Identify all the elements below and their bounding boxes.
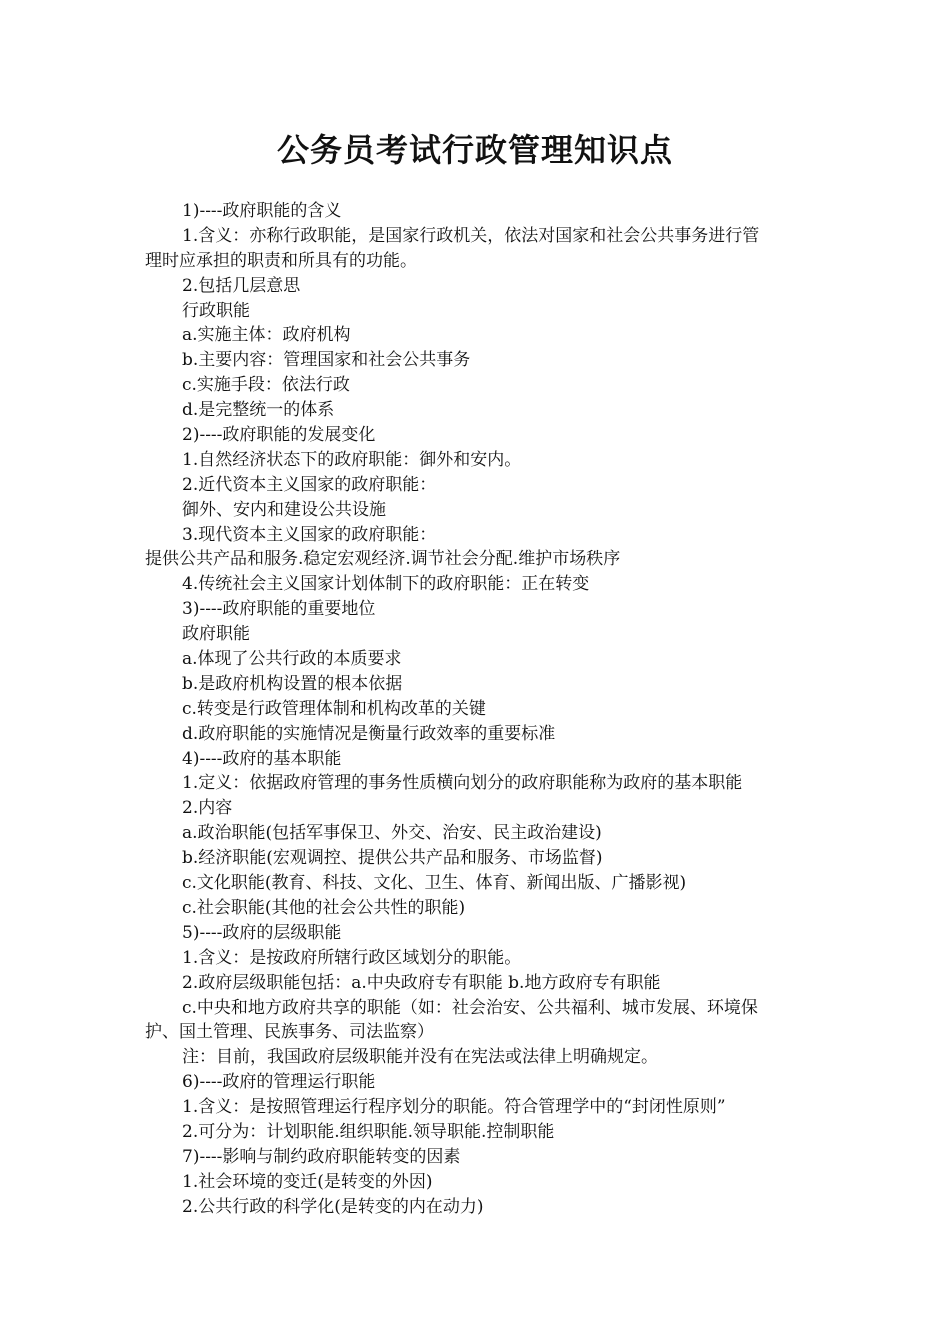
- text-line: c.文化职能(教育、科技、文化、卫生、体育、新闻出版、广播影视): [182, 873, 687, 894]
- text-line: 1.含义：是按照管理运行程序划分的职能。符合管理学中的“封闭性原则”: [182, 1097, 726, 1118]
- text-line: d.是完整统一的体系: [182, 400, 335, 421]
- text-line: 1.含义：亦称行政职能，是国家行政机关，依法对国家和社会公共事务进行管: [182, 225, 760, 246]
- text-line: 注：目前，我国政府层级职能并没有在宪法或法律上明确规定。: [182, 1047, 658, 1068]
- text-line: 1.自然经济状态下的政府职能：御外和安内。: [182, 449, 522, 470]
- text-line: 御外、安内和建设公共设施: [182, 499, 386, 520]
- text-line: 2.可分为：计划职能.组织职能.领导职能.控制职能: [182, 1121, 555, 1142]
- text-line: a.政治职能(包括军事保卫、外交、治安、民主政治建设): [182, 823, 602, 844]
- text-line: d.政府职能的实施情况是衡量行政效率的重要标准: [182, 723, 556, 744]
- text-line: 政府职能: [182, 624, 250, 645]
- text-line: 1.社会环境的变迁(是转变的外因): [182, 1171, 433, 1192]
- text-line: 2.公共行政的科学化(是转变的内在动力): [182, 1196, 484, 1217]
- text-line: 4.传统社会主义国家计划体制下的政府职能：正在转变: [182, 574, 590, 595]
- text-line: b.经济职能(宏观调控、提供公共产品和服务、市场监督): [182, 848, 603, 869]
- text-line: 护、国土管理、民族事务、司法监察）: [145, 1022, 434, 1043]
- text-line: 5)----政府的层级职能: [182, 922, 342, 943]
- text-line: b.主要内容：管理国家和社会公共事务: [182, 350, 471, 371]
- text-line: 6)----政府的管理运行职能: [182, 1072, 376, 1093]
- text-line: a.体现了公共行政的本质要求: [182, 649, 402, 670]
- text-line: 2.内容: [182, 798, 233, 819]
- text-line: 7)----影响与制约政府职能转变的因素: [182, 1146, 461, 1167]
- text-line: 2.包括几层意思: [182, 275, 301, 296]
- text-line: b.是政府机构设置的根本依据: [182, 673, 403, 694]
- text-line: c.社会职能(其他的社会公共性的职能): [182, 897, 466, 918]
- text-line: 理时应承担的职责和所具有的功能。: [145, 250, 417, 271]
- text-line: c.实施手段：依法行政: [182, 375, 350, 396]
- text-line: c.转变是行政管理体制和机构改革的关键: [182, 698, 486, 719]
- text-line: 3.现代资本主义国家的政府职能：: [182, 524, 437, 545]
- text-line: a.实施主体：政府机构: [182, 325, 351, 346]
- text-line: 提供公共产品和服务.稳定宏观经济.调节社会分配.维护市场秩序: [145, 549, 621, 570]
- text-line: 2.政府层级职能包括：a.中央政府专有职能 b.地方政府专有职能: [182, 972, 661, 993]
- text-line: c.中央和地方政府共享的职能（如：社会治安、公共福利、城市发展、环境保: [182, 997, 758, 1018]
- text-line: 1.定义：依据政府管理的事务性质横向划分的政府职能称为政府的基本职能: [182, 773, 743, 794]
- text-line: 行政职能: [182, 300, 250, 321]
- document-title: 公务员考试行政管理知识点: [276, 131, 673, 169]
- text-line: 4)----政府的基本职能: [182, 748, 342, 769]
- text-line: 1.含义：是按政府所辖行政区域划分的职能。: [182, 947, 522, 968]
- text-line: 1)----政府职能的含义: [182, 201, 342, 221]
- document-body: [145, 199, 809, 1220]
- text-line: 2.近代资本主义国家的政府职能：: [182, 474, 437, 495]
- text-line: 3)----政府职能的重要地位: [182, 599, 376, 620]
- text-line: 2)----政府职能的发展变化: [182, 425, 376, 446]
